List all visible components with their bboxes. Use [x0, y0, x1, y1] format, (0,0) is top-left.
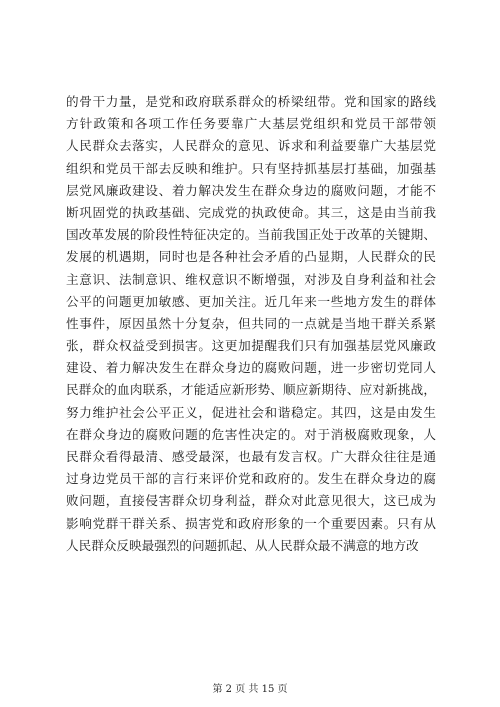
text-line: 败问题，直接侵害群众切身利益，群众对此意见很大，这已成为: [66, 493, 436, 509]
text-line: 人民群众反映最强烈的问题抓起、从人民群众最不满意的地方改: [66, 537, 419, 553]
text-line: 性事件，原因虽然十分复杂，但共同的一点就是当地干群关系紧: [66, 315, 436, 331]
text-line: 层党风廉政建设、着力解决发生在群众身边的腐败问题，才能不: [66, 182, 436, 198]
text-line: 断巩固党的执政基础、完成党的执政使命。其三，这是由当前我: [66, 204, 436, 220]
text-line: 国改革发展的阶段性特征决定的。当前我国正处于改革的关键期、: [66, 227, 436, 243]
text-line: 张，群众权益受到损害。这更加提醒我们只有加强基层党风廉政: [66, 338, 436, 354]
body-text: [66, 91, 436, 557]
text-line: 组织和党员干部去反映和维护。只有坚持抓基层打基础，加强基: [66, 160, 436, 176]
text-line: 主意识、法制意识、维权意识不断增强，对涉及自身利益和社会: [66, 271, 436, 287]
text-line: 努力维护社会公平正义，促进社会和谐稳定。其四，这是由发生: [66, 404, 436, 420]
text-line: 影响党群干群关系、损害党和政府形象的一个重要因素。只有从: [66, 515, 436, 531]
text-line: 方针政策和各项工作任务要靠广大基层党组织和党员干部带领: [66, 116, 436, 132]
page-number-footer: 第 2 页 共 15 页: [212, 684, 288, 695]
text-line: 民群众看得最清、感受最深，也最有发言权。广大群众往往是通: [66, 449, 436, 464]
text-line: 公平的问题更加敏感、更加关注。近几年来一些地方发生的群体: [66, 293, 436, 309]
text-line: 建设、着力解决发生在群众身边的腐败问题，进一步密切党同人: [66, 360, 436, 376]
text-line: 发展的机遇期，同时也是各种社会矛盾的凸显期，人民群众的民: [66, 249, 436, 265]
text-line: 在群众身边的腐败问题的危害性决定的。对于消极腐败现象，人: [66, 426, 436, 442]
text-line: 的骨干力量，是党和政府联系群众的桥梁纽带。党和国家的路线: [66, 94, 436, 109]
text-line: 人民群众去落实，人民群众的意见、诉求和利益要靠广大基层党: [66, 138, 436, 154]
text-line: 过身边党员干部的言行来评价党和政府的。发生在群众身边的腐: [66, 471, 436, 487]
text-line: 民群众的血肉联系，才能适应新形势、顺应新期待、应对新挑战，: [66, 382, 436, 398]
